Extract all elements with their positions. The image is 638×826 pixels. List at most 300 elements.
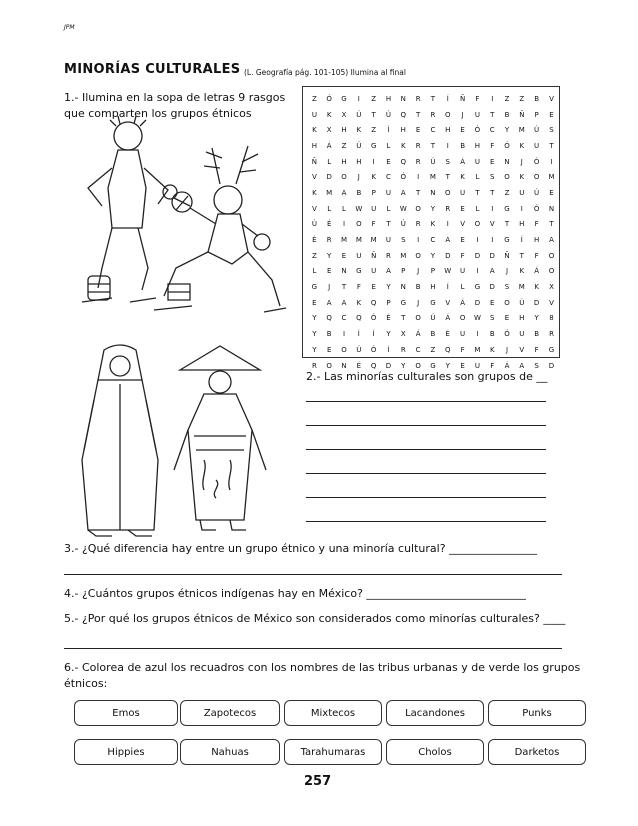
word-search-cell[interactable]: F [475,94,480,103]
word-search-cell[interactable]: C [430,236,436,245]
word-search-cell[interactable]: Y [534,314,539,323]
word-search-cell[interactable]: K [326,110,332,119]
word-search-cell[interactable]: J [417,298,420,307]
word-search-cell[interactable]: U [474,361,480,370]
word-search-cell[interactable]: H [533,236,540,245]
word-search-cell[interactable]: E [490,157,495,166]
word-search-cell[interactable]: U [474,110,480,119]
word-search-cell[interactable]: A [549,236,554,245]
word-search-cell[interactable]: I [550,157,553,166]
word-search-cell[interactable]: Ú [430,157,436,166]
word-search-cell[interactable]: H [519,220,525,229]
word-search-cell[interactable]: S [504,283,510,292]
word-search-cell[interactable]: B [460,141,465,150]
word-search-cell[interactable]: E [490,298,495,307]
word-search-cell[interactable]: J [520,157,523,166]
word-search-cell[interactable]: Y [327,251,332,260]
word-search-cell[interactable]: H [385,94,392,103]
word-search-cell[interactable]: T [430,94,436,103]
word-search-cell[interactable]: U [519,330,525,339]
word-search-cell[interactable]: H [445,126,451,135]
word-search-cell[interactable]: K [356,298,362,307]
word-search-cell[interactable]: E [341,251,347,260]
word-search-cell[interactable]: Ú [400,220,406,229]
word-search-cell[interactable]: R [415,141,421,150]
word-search-cell[interactable]: Ó [370,314,377,323]
word-search-cell[interactable]: G [548,345,555,354]
word-search-cell[interactable]: W [473,314,481,323]
word-search-cell[interactable]: Ó [504,141,510,150]
word-search-cell[interactable]: Q [445,345,451,354]
word-search-cell[interactable]: T [341,283,347,292]
word-search-cell[interactable]: N [548,204,555,213]
word-search-cell[interactable]: G [370,141,377,150]
word-search-cell[interactable]: J [505,267,509,276]
word-search-cell[interactable]: F [371,220,376,229]
word-search-cell[interactable]: G [474,283,481,292]
word-search-cell[interactable]: A [489,267,495,276]
word-search-cell[interactable]: Ú [356,345,362,354]
word-search-cell[interactable]: Z [371,126,377,135]
word-search-cell[interactable]: E [460,126,465,135]
word-search-cell[interactable]: G [311,283,318,292]
word-search-cell[interactable]: A [519,361,525,370]
answer-line-2d[interactable] [306,473,546,474]
word-search-cell[interactable]: Ú [430,314,436,323]
word-search-cell[interactable]: U [474,157,480,166]
word-search-cell[interactable]: K [430,220,436,229]
word-search-cell[interactable]: E [386,157,391,166]
word-search-cell[interactable]: U [356,251,362,260]
word-search-cell[interactable]: Z [371,94,377,103]
word-search-cell[interactable]: Ñ [311,157,318,166]
word-search-cell[interactable]: Ó [504,330,510,339]
word-search-cell[interactable]: D [489,251,495,260]
word-search-cell[interactable]: V [519,345,525,354]
word-search-cell[interactable]: O [415,361,421,370]
word-search-cell[interactable]: É [312,236,317,245]
word-search-cell[interactable]: S [490,173,495,182]
word-search-cell[interactable]: P [401,267,406,276]
word-search-cell[interactable]: O [356,220,362,229]
word-search-cell[interactable]: Á [504,361,510,370]
word-search-cell[interactable]: E [415,126,421,135]
word-search-cell[interactable]: O [474,220,481,229]
word-search-cell[interactable]: Í [387,126,390,135]
word-search-cell[interactable]: N [504,157,510,166]
word-search-cell[interactable]: F [460,345,465,354]
word-search-cell[interactable]: B [534,94,540,103]
word-search-cell[interactable]: I [491,204,494,213]
word-search-cell[interactable]: E [549,110,554,119]
word-search-cell[interactable]: A [445,236,451,245]
word-search-cell[interactable]: E [326,345,332,354]
word-search-cell[interactable]: Y [312,345,317,354]
word-search-cell[interactable]: J [417,267,420,276]
word-search-cell[interactable]: O [341,345,347,354]
word-search-cell[interactable]: F [534,345,539,354]
word-search-cell[interactable]: Q [400,110,407,119]
word-search-cell[interactable]: H [430,283,436,292]
word-search-cell[interactable]: P [534,110,539,119]
word-search-cell[interactable]: H [341,157,347,166]
word-search-cell[interactable]: R [445,204,451,213]
word-search-cell[interactable]: R [415,157,421,166]
word-search-cell[interactable]: I [417,173,420,182]
word-search-cell[interactable]: T [445,173,450,182]
word-search-cell[interactable]: U [311,110,317,119]
word-search-cell[interactable]: E [371,283,376,292]
word-search-cell[interactable]: A [326,298,332,307]
word-search-cell[interactable]: Z [519,94,525,103]
word-search-cell[interactable]: P [430,267,436,276]
word-search-cell[interactable]: N [341,267,347,276]
word-search-cell[interactable]: U [519,188,525,197]
word-search-cell[interactable]: F [490,141,495,150]
word-search-cell[interactable]: F [356,283,361,292]
word-search-cell[interactable]: Í [520,236,523,245]
word-search-cell[interactable]: Y [430,204,436,213]
word-search-cell[interactable]: K [519,141,525,150]
word-search-cell[interactable]: T [519,251,524,260]
word-search-cell[interactable]: E [460,204,465,213]
word-search-cell[interactable]: T [415,110,421,119]
word-search-cell[interactable]: O [445,110,451,119]
word-search-cell[interactable]: V [311,173,317,182]
word-search-cell[interactable]: Ó [370,345,377,354]
word-search-cell[interactable]: L [460,283,465,292]
word-search-cell[interactable]: 8 [549,314,554,323]
word-search-cell[interactable]: V [445,298,451,307]
answer-line-5[interactable] [64,648,562,649]
word-search-cell[interactable]: Ú [356,141,362,150]
word-search-cell[interactable]: L [327,157,332,166]
word-search-cell[interactable]: L [386,204,391,213]
word-search-cell[interactable]: R [430,110,436,119]
word-search-cell[interactable]: D [533,298,540,307]
word-search-cell[interactable]: A [386,267,391,276]
word-search-cell[interactable]: Z [311,94,317,103]
box-zapotecos[interactable]: Zapotecos [180,700,280,726]
word-search-cell[interactable]: Ñ [504,251,510,260]
word-search-cell[interactable]: R [400,345,406,354]
word-search-cell[interactable]: P [386,298,391,307]
word-search-cell[interactable]: I [476,267,479,276]
answer-line-2c[interactable] [306,449,546,450]
word-search-cell[interactable]: H [519,314,525,323]
word-search-cell[interactable]: M [326,188,333,197]
word-search-cell[interactable]: F [460,251,465,260]
word-search-cell[interactable]: M [518,126,525,135]
answer-line-2e[interactable] [306,497,546,498]
word-search-cell[interactable]: Y [386,283,391,292]
word-search-cell[interactable]: Ú [534,188,540,197]
word-search-cell[interactable]: D [548,361,555,370]
word-search-cell[interactable]: U [460,267,466,276]
word-search-cell[interactable]: C [341,314,347,323]
word-search-cell[interactable]: S [549,126,554,135]
word-search-cell[interactable]: Á [445,314,451,323]
word-search-cell[interactable]: Z [430,345,436,354]
word-search-cell[interactable]: Q [326,314,332,323]
word-search-cell[interactable]: D [445,251,451,260]
word-search-cell[interactable]: T [371,110,376,119]
word-search-cell[interactable]: Ú [311,220,317,229]
word-search-cell[interactable]: N [341,361,347,370]
word-search-cell[interactable]: R [415,220,421,229]
word-search-cell[interactable]: B [326,330,332,339]
word-search-cell[interactable]: V [311,204,317,213]
word-search-cell[interactable]: Y [445,361,450,370]
word-search-cell[interactable]: I [476,330,479,339]
word-search-cell[interactable]: Q [356,314,362,323]
word-search-cell[interactable]: T [401,314,406,323]
word-search-cell[interactable]: Y [312,314,317,323]
word-search-cell[interactable]: K [371,173,376,182]
word-search-cell[interactable]: Z [504,94,510,103]
word-search-cell[interactable]: T [430,141,436,150]
word-search-cell[interactable]: A [341,188,347,197]
word-search-cell[interactable]: K [519,267,525,276]
word-search-cell[interactable]: C [430,126,436,135]
box-lacandones[interactable]: Lacandones [386,700,484,726]
word-search-cell[interactable]: U [371,204,377,213]
word-search-cell[interactable]: Ñ [371,251,377,260]
word-search-cell[interactable]: S [534,361,539,370]
word-search-cell[interactable]: B [415,283,421,292]
word-search-cell[interactable]: I [342,330,346,339]
word-search-cell[interactable]: Ú [534,126,540,135]
word-search-cell[interactable]: D [326,173,332,182]
word-search-cell[interactable]: A [341,298,347,307]
word-search-cell[interactable]: O [445,188,451,197]
word-search-cell[interactable]: I [491,94,494,103]
word-search-cell[interactable]: K [401,141,406,150]
word-search-cell[interactable]: O [548,267,555,276]
word-search-cell[interactable]: Í [446,283,449,292]
word-search-cell[interactable]: É [356,361,362,370]
word-search-cell[interactable]: U [460,188,466,197]
word-search-cell[interactable]: I [446,220,449,229]
word-search-cell[interactable]: L [475,204,480,213]
word-search-cell[interactable]: G [356,267,362,276]
word-search-cell[interactable]: G [400,298,407,307]
word-search-cell[interactable]: O [459,314,466,323]
word-search-cell[interactable]: V [460,220,465,229]
word-search-cell[interactable]: M [400,251,407,260]
word-search-cell[interactable]: D [385,361,392,370]
word-search-cell[interactable]: Í [387,345,390,354]
word-search-cell[interactable]: K [312,126,317,135]
box-mixtecos[interactable]: Mixtecos [284,700,382,726]
word-search-cell[interactable]: L [475,173,480,182]
word-search-cell[interactable]: I [520,204,523,213]
answer-line-2b[interactable] [306,425,546,426]
word-search-cell[interactable]: Á [460,157,465,166]
word-search-cell[interactable]: K [534,283,539,292]
word-search-cell[interactable]: I [446,141,449,150]
word-search-cell[interactable]: U [371,267,377,276]
word-search-cell[interactable]: Ó [474,126,481,135]
word-search-cell[interactable]: Ú [519,298,525,307]
word-search-cell[interactable]: K [356,126,362,135]
word-search-cell[interactable]: B [356,188,362,197]
word-search-cell[interactable]: P [371,188,376,197]
word-search-cell[interactable]: I [342,220,346,229]
word-search-cell[interactable]: G [430,298,436,307]
word-search-cell[interactable]: K [312,188,317,197]
word-search-cell[interactable]: Í [446,94,449,103]
answer-line-2a[interactable] [306,401,546,402]
word-search-cell[interactable]: I [372,157,375,166]
word-search-cell[interactable]: B [504,110,510,119]
word-search-cell[interactable]: Z [311,251,317,260]
word-search-cell[interactable]: X [400,330,406,339]
word-search-cell[interactable]: É [326,220,332,229]
box-darketos[interactable]: Darketos [488,739,586,765]
word-search-cell[interactable]: V [549,298,554,307]
word-search-cell[interactable]: Y [401,361,406,370]
word-search-cell[interactable]: H [400,126,406,135]
word-search-cell[interactable]: Ó [533,157,540,166]
word-search-cell[interactable]: I [476,236,479,245]
word-search-cell[interactable]: R [311,361,317,370]
word-search-cell[interactable]: L [327,204,332,213]
word-search-cell[interactable]: U [385,236,392,245]
answer-line-2f[interactable] [306,521,546,522]
word-search-cell[interactable]: R [386,251,391,260]
word-search-cell[interactable]: F [534,220,539,229]
box-tarahumaras[interactable]: Tarahumaras [284,739,382,765]
word-search-cell[interactable]: Z [341,141,347,150]
word-search-cell[interactable]: M [548,173,555,182]
box-punks[interactable]: Punks [488,700,586,726]
word-search-cell[interactable]: Q [400,157,407,166]
word-search-cell[interactable]: G [341,94,347,103]
word-search-cell[interactable]: Á [415,330,421,339]
word-search-cell[interactable]: T [549,220,554,229]
word-search-cell[interactable]: G [430,361,436,370]
word-search-cell[interactable]: S [401,236,406,245]
word-search-cell[interactable]: Q [370,361,377,370]
word-search-cell[interactable]: É [445,330,450,339]
word-search-cell[interactable]: M [370,236,377,245]
word-search-cell[interactable]: Í [357,330,360,339]
word-search-cell[interactable]: W [399,204,407,213]
word-search-cell[interactable]: M [355,236,362,245]
word-search-cell[interactable]: N [430,188,436,197]
word-search-cell[interactable]: U [385,188,392,197]
word-search-cell[interactable]: J [505,345,509,354]
word-search-cell[interactable]: J [328,283,331,292]
word-search-cell[interactable]: J [461,110,464,119]
word-search-cell[interactable]: E [460,361,465,370]
word-search-cell[interactable]: W [355,204,363,213]
word-search-cell[interactable]: K [519,173,525,182]
word-search-cell[interactable]: L [342,204,346,213]
box-nahuas[interactable]: Nahuas [180,739,280,765]
word-search-cell[interactable]: C [489,126,495,135]
word-search-cell[interactable]: O [326,361,332,370]
word-search-cell[interactable]: E [312,298,317,307]
word-search-cell[interactable]: H [311,141,318,150]
word-search-cell[interactable]: M [340,236,348,245]
box-hippies[interactable]: Hippies [74,739,178,765]
word-search-cell[interactable]: E [504,314,510,323]
word-search-cell[interactable]: Á [460,298,465,307]
word-search-cell[interactable]: Ó [326,94,332,103]
word-search-cell[interactable]: N [400,94,406,103]
word-search-cell[interactable]: X [341,110,347,119]
word-search-cell[interactable]: T [386,220,391,229]
word-search-cell[interactable]: B [489,330,495,339]
word-search-cell[interactable]: F [534,251,539,260]
word-search-cell[interactable]: Ú [356,110,362,119]
word-search-cell[interactable]: O [415,314,421,323]
word-search-cell[interactable]: S [445,157,450,166]
answer-line-3[interactable] [64,574,562,575]
word-search-cell[interactable]: X [549,283,554,292]
word-search-cell[interactable]: S [490,314,495,323]
word-search-cell[interactable]: Ó [400,173,407,182]
word-search-cell[interactable]: É [386,314,391,323]
word-search-cell[interactable]: O [533,173,540,182]
word-search-cell[interactable]: Y [312,330,317,339]
word-search-cell[interactable]: Á [534,267,539,276]
word-search-cell[interactable]: Í [372,330,375,339]
word-search-cell[interactable]: C [386,173,391,182]
word-search-cell[interactable]: T [490,188,495,197]
word-search-cell[interactable]: R [326,236,332,245]
word-search-cell[interactable]: H [341,126,347,135]
word-search-cell[interactable]: E [326,267,332,276]
word-search-cell[interactable]: D [474,298,481,307]
word-search-cell[interactable]: R [415,94,421,103]
word-search-cell[interactable]: T [475,188,480,197]
word-search-cell[interactable]: T [549,141,554,150]
word-search-cell[interactable]: Y [386,330,391,339]
word-search-cell[interactable]: I [491,236,494,245]
box-cholos[interactable]: Cholos [386,739,484,765]
word-search-cell[interactable]: R [549,330,554,339]
word-search-cell[interactable]: L [386,141,391,150]
word-search-cell[interactable]: O [341,173,347,182]
word-search-cell[interactable]: U [460,330,466,339]
word-search-cell[interactable]: M [474,345,481,354]
word-search-cell[interactable]: Q [370,298,377,307]
word-search-cell[interactable]: K [460,173,465,182]
word-search-cell[interactable]: W [444,267,452,276]
word-search-cell[interactable]: H [474,141,481,150]
word-search-cell[interactable]: M [518,283,525,292]
word-search-cell[interactable]: M [429,173,436,182]
word-search-cell[interactable]: J [357,173,360,182]
word-search-cell[interactable]: Y [430,251,436,260]
word-search-cell[interactable]: D [489,283,495,292]
word-search-cell[interactable]: V [489,220,495,229]
word-search-cell[interactable]: F [490,361,495,370]
word-search-cell[interactable]: E [549,188,554,197]
word-search-cell[interactable]: O [415,204,421,213]
word-search-cell[interactable]: U [534,141,540,150]
word-search-cell[interactable]: Ú [385,110,392,119]
word-search-cell[interactable]: O [504,298,510,307]
word-search-cell[interactable]: Ñ [459,94,466,103]
word-search-cell[interactable]: B [534,330,540,339]
word-search-cell[interactable]: T [415,188,421,197]
word-search-cell[interactable]: T [490,110,495,119]
word-search-cell[interactable]: O [415,251,421,260]
